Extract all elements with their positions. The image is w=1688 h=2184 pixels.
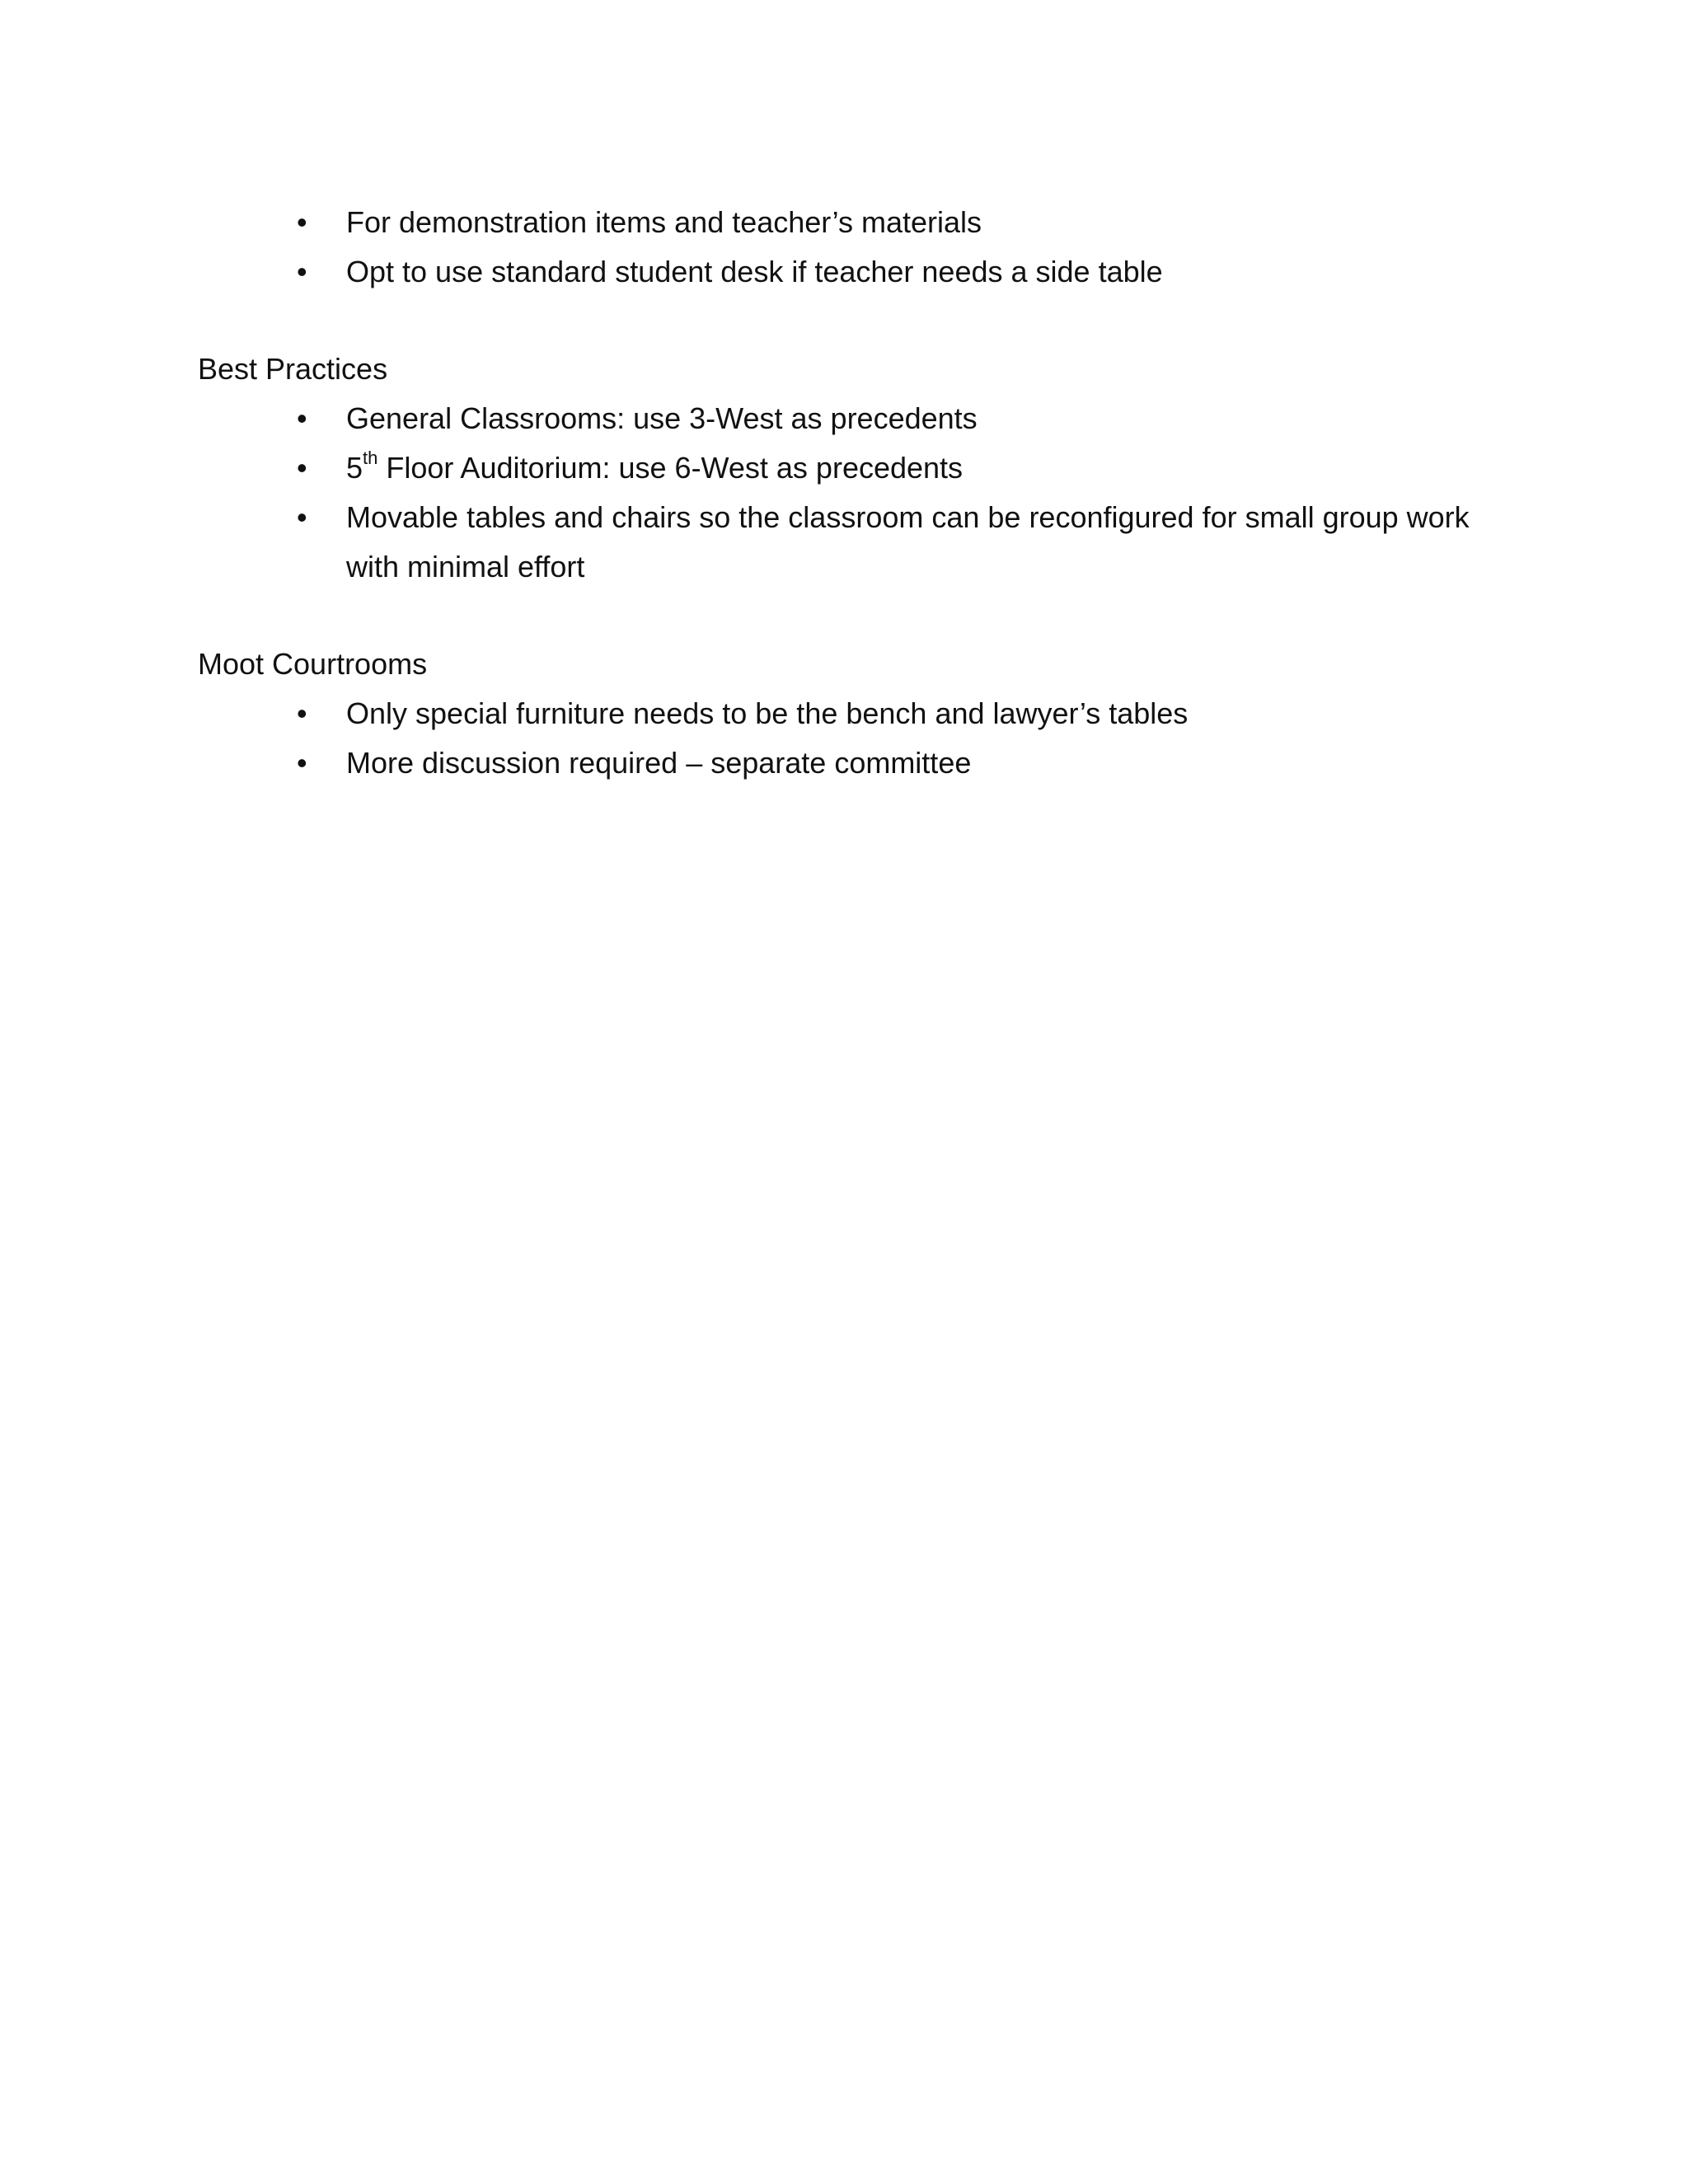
continued-list-section bbox=[198, 198, 1484, 297]
moot-courtrooms-bullet-list bbox=[198, 689, 1484, 788]
list-item-text: General Classrooms: use 3-West as precedents bbox=[346, 401, 978, 435]
list-item-text: Movable tables and chairs so the classroom can be reconfigured for small group work with minimal effort bbox=[346, 500, 1470, 583]
continued-bullet-list bbox=[198, 198, 1484, 297]
list-item bbox=[198, 738, 1484, 788]
list-item bbox=[198, 247, 1484, 297]
list-item bbox=[198, 443, 1484, 493]
ordinal-superscript: th bbox=[363, 448, 378, 468]
best-practices-bullet-list bbox=[198, 394, 1484, 592]
list-item-prefix: 5 bbox=[346, 451, 363, 485]
bullet-icon: • bbox=[297, 205, 307, 239]
list-item-text: For demonstration items and teacher’s materials bbox=[346, 205, 982, 239]
list-item bbox=[198, 493, 1484, 592]
bullet-icon: • bbox=[297, 500, 307, 534]
list-item-text: Floor Auditorium: use 6-West as precedents bbox=[377, 451, 964, 485]
bullet-icon: • bbox=[297, 401, 307, 435]
section-heading: Moot Courtrooms bbox=[198, 647, 428, 681]
moot-courtrooms-section bbox=[198, 640, 1484, 788]
bullet-icon: • bbox=[297, 696, 307, 730]
bullet-icon: • bbox=[297, 255, 307, 288]
section-heading: Best Practices bbox=[198, 352, 388, 386]
list-item bbox=[198, 198, 1484, 247]
list-item-text: Only special furniture needs to be the bench and lawyer’s tables bbox=[346, 696, 1189, 730]
list-item bbox=[198, 689, 1484, 738]
list-item-text: More discussion required – separate committee bbox=[346, 746, 972, 780]
bullet-icon: • bbox=[297, 746, 307, 780]
list-item-text: Opt to use standard student desk if teacher needs a side table bbox=[346, 255, 1163, 288]
bullet-icon: • bbox=[297, 451, 307, 485]
list-item bbox=[198, 394, 1484, 443]
best-practices-section bbox=[198, 344, 1484, 592]
